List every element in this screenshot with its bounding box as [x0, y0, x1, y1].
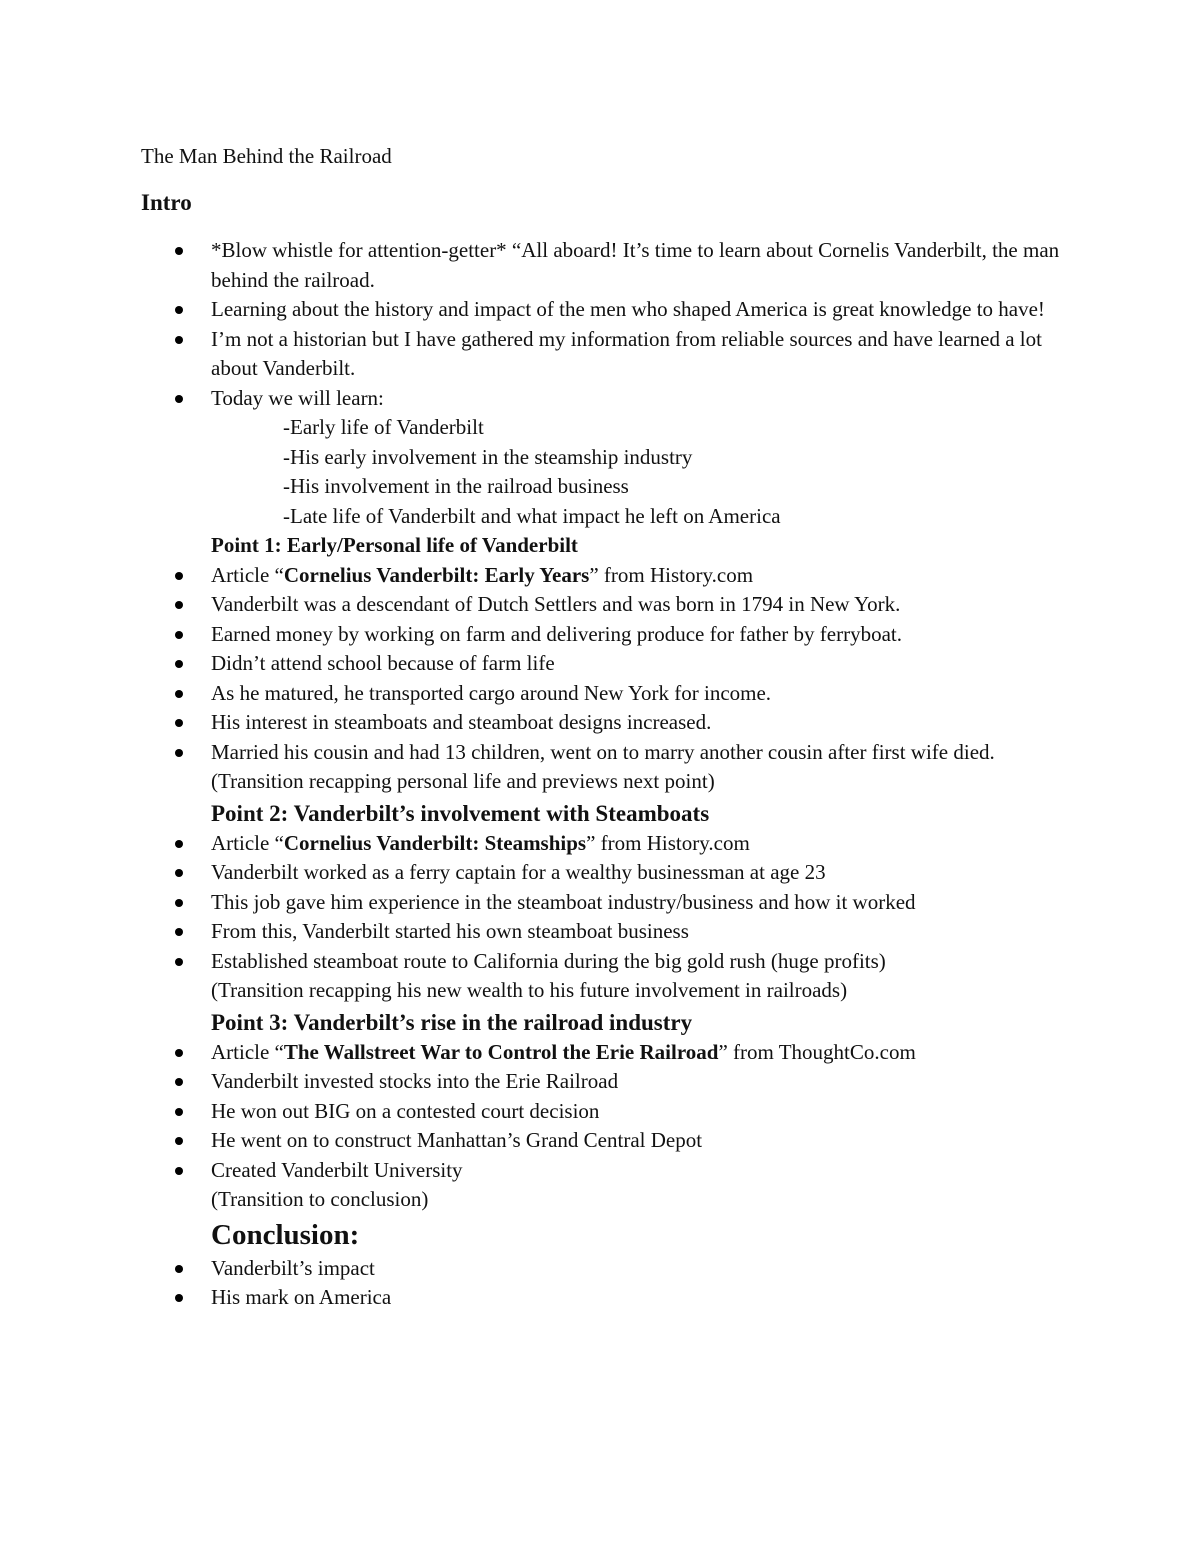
list-item-text: This job gave him experience in the steamboat industry/business and how it worked [211, 889, 916, 914]
list-item [0, 620, 1200, 650]
list-item [0, 738, 1200, 768]
outline-content [0, 236, 1200, 1313]
bullet-icon [175, 899, 183, 907]
list-item-text: He went on to construct Manhattan’s Grand Central Depot [211, 1128, 703, 1152]
transition-note: (Transition recapping his new wealth to his future involvement in railroads) [211, 978, 848, 1002]
transition-note: (Transition to conclusion) [211, 1187, 429, 1211]
bullet-icon [175, 1167, 183, 1175]
article-prefix: Article “ [211, 1039, 284, 1064]
article-title: The Wallstreet War to Control the Erie Railroad [283, 1039, 719, 1064]
list-item [0, 858, 1200, 888]
conclusion-heading: Conclusion: [211, 1218, 360, 1251]
list-item-text: *Blow whistle for attention-getter* “All aboard! It’s time to learn about Cornelis Vanderbilt, the man behind the railroad. [211, 238, 1060, 292]
bullet-icon [175, 1078, 183, 1086]
bullet-icon [175, 395, 183, 403]
bullet-icon [175, 690, 183, 698]
list-item-text: As he matured, he transported cargo around New York for income. [211, 680, 772, 705]
article-prefix: Article “ [211, 562, 284, 587]
list-item-text: Earned money by working on farm and delivering produce for father by ferryboat. [211, 621, 903, 646]
bullet-icon [175, 336, 183, 344]
bullet-icon [175, 631, 183, 639]
article-source: ” from ThoughtCo.com [718, 1039, 916, 1064]
list-item [0, 1254, 1200, 1284]
bullet-icon [175, 869, 183, 877]
article-title: Cornelius Vanderbilt: Early Years [283, 562, 590, 587]
list-item-text: His interest in steamboats and steamboat designs increased. [211, 710, 712, 734]
list-item-text: Married his cousin and had 13 children, went on to marry another cousin after first wife died. [211, 739, 995, 764]
subpoint: -Late life of Vanderbilt and what impact he left on America [283, 503, 781, 528]
article-source: ” from History.com [589, 562, 754, 587]
bullet-icon [175, 601, 183, 609]
list-item-text: Today we will learn: [211, 385, 384, 410]
list-item-text: From this, Vanderbilt started his own steamboat business [211, 919, 689, 943]
list-item-text: Vanderbilt worked as a ferry captain for a wealthy businessman at age 23 [211, 860, 826, 884]
bullet-icon [175, 1137, 183, 1145]
subpoint: -His early involvement in the steamship industry [283, 444, 693, 469]
bullet-icon [175, 749, 183, 757]
list-item-text: Vanderbilt was a descendant of Dutch Settlers and was born in 1794 in New York. [211, 592, 901, 616]
list-item-text: I’m not a historian but I have gathered my information from reliable sources and have learned a lot about Vanderbilt. [211, 326, 1042, 380]
list-item-text: Established steamboat route to California during the big gold rush (huge profits) [211, 948, 886, 973]
bullet-icon [175, 306, 183, 314]
article-prefix: Article “ [211, 830, 284, 855]
bullet-icon [175, 1294, 183, 1302]
list-item-article [0, 829, 1200, 859]
list-item [0, 236, 1200, 295]
list-item [0, 1067, 1200, 1097]
list-item-text: Vanderbilt’s impact [211, 1255, 375, 1280]
list-item-text: Didn’t attend school because of farm life [211, 651, 555, 675]
list-item [0, 1097, 1200, 1127]
list-item [0, 1156, 1200, 1186]
list-item-article [0, 1038, 1200, 1068]
bullet-icon [175, 840, 183, 848]
subpoint: -His involvement in the railroad business [283, 474, 629, 498]
list-item [0, 947, 1200, 977]
bullet-icon [175, 660, 183, 668]
list-item [0, 649, 1200, 679]
bullet-icon [175, 1108, 183, 1116]
list-item-text: His mark on America [211, 1285, 392, 1309]
list-item [0, 325, 1200, 384]
list-item [0, 888, 1200, 918]
document-title: The Man Behind the Railroad [141, 144, 392, 168]
list-item [0, 1126, 1200, 1156]
list-item [0, 679, 1200, 709]
point-1-heading: Point 1: Early/Personal life of Vanderbilt [211, 533, 578, 557]
bullet-icon [175, 928, 183, 936]
list-item [0, 917, 1200, 947]
list-item [0, 384, 1200, 414]
list-item-text: Vanderbilt invested stocks into the Erie Railroad [211, 1069, 619, 1093]
list-item-text: He won out BIG on a contested court decision [211, 1098, 600, 1123]
point-3-heading: Point 3: Vanderbilt’s rise in the railroad industry [211, 1009, 693, 1035]
bullet-icon [175, 719, 183, 727]
article-source: ” from History.com [586, 830, 750, 855]
list-item [0, 708, 1200, 738]
article-title: Cornelius Vanderbilt: Steamships [283, 830, 587, 855]
bullet-icon [175, 1265, 183, 1273]
bullet-icon [175, 572, 183, 580]
list-item [0, 590, 1200, 620]
intro-heading: Intro [141, 190, 192, 215]
list-item-text: Created Vanderbilt University [211, 1157, 463, 1182]
bullet-icon [175, 247, 183, 255]
list-item [0, 1283, 1200, 1313]
bullet-icon [175, 958, 183, 966]
bullet-icon [175, 1049, 183, 1057]
list-item-article [0, 561, 1200, 591]
transition-note: (Transition recapping personal life and previews next point) [211, 769, 715, 793]
list-item [0, 295, 1200, 325]
list-item-text: Learning about the history and impact of the men who shaped America is great knowledge to have! [211, 297, 1045, 321]
point-2-heading: Point 2: Vanderbilt’s involvement with Steamboats [211, 800, 710, 826]
subpoint: -Early life of Vanderbilt [283, 415, 484, 439]
